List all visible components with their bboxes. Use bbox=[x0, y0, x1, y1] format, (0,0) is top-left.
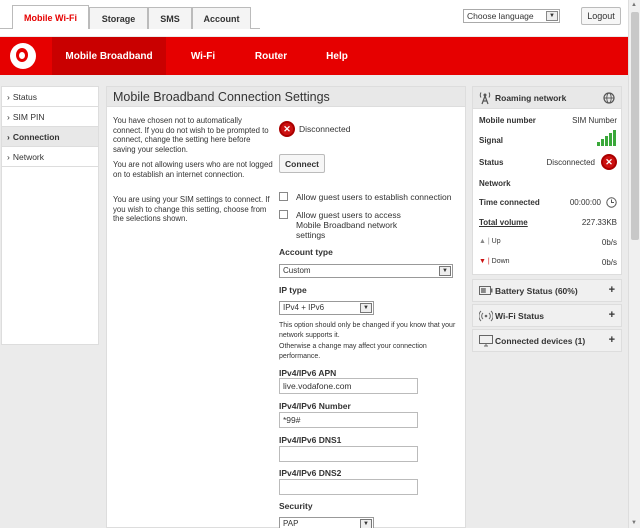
language-select-value: Choose language bbox=[467, 11, 534, 21]
wifi-status-label: Wi-Fi Status bbox=[495, 311, 545, 321]
chevron-down-icon: ▼ bbox=[360, 303, 372, 313]
left-menu bbox=[1, 86, 99, 345]
scroll-thumb[interactable] bbox=[631, 12, 639, 240]
scroll-down-icon[interactable]: ▼ bbox=[631, 520, 637, 526]
dns1-label: IPv4/IPv6 DNS1 bbox=[279, 435, 342, 445]
antenna-icon bbox=[478, 91, 492, 105]
upload-row bbox=[479, 238, 617, 245]
nav-router[interactable]: Router bbox=[254, 50, 288, 62]
network-label: Network bbox=[479, 179, 511, 188]
wifi-status-item[interactable] bbox=[472, 304, 622, 327]
status-label: Status bbox=[479, 158, 504, 167]
down-arrow-icon: ▼ | bbox=[479, 258, 492, 265]
up-arrow-icon: ▲ | bbox=[479, 238, 492, 245]
dns1-field[interactable] bbox=[279, 446, 418, 462]
menu-label: SIM PIN bbox=[12, 112, 45, 122]
chevron-right-icon: › bbox=[7, 92, 10, 102]
battery-icon bbox=[479, 286, 493, 295]
vodafone-logo-icon bbox=[10, 43, 36, 69]
guest-access-label: Allow guest users to access Mobile Broadband network settings bbox=[296, 210, 401, 240]
chevron-down-icon: ▼ bbox=[360, 519, 372, 528]
tab-storage[interactable]: Storage bbox=[89, 7, 148, 29]
chevron-down-icon: ▼ bbox=[439, 266, 451, 276]
security-label: Security bbox=[279, 501, 313, 511]
ip-note-1: This option should only be changed if you know that your network supports it. bbox=[279, 322, 456, 339]
disconnected-icon: ✕ bbox=[601, 154, 617, 170]
menu-item-network[interactable] bbox=[2, 147, 98, 167]
status-value: Disconnected bbox=[546, 158, 595, 167]
tab-sms[interactable]: SMS bbox=[148, 7, 192, 29]
dns2-field[interactable] bbox=[279, 479, 418, 495]
info-auto-connect: You have chosen not to automatically connect. If you do not wish to be prompted to connect, change the setting here before saving your selection. bbox=[113, 116, 269, 154]
nav-mobile-broadband[interactable]: Mobile Broadband bbox=[52, 37, 166, 75]
chevron-right-icon: › bbox=[7, 112, 10, 122]
security-select[interactable] bbox=[279, 517, 374, 528]
chevron-right-icon: › bbox=[7, 152, 10, 162]
time-row bbox=[479, 198, 617, 207]
account-type-label: Account type bbox=[279, 247, 333, 257]
battery-status-label: Battery Status (60%) bbox=[495, 286, 578, 296]
clock-icon bbox=[606, 197, 617, 208]
ip-note-2: Otherwise a change may affect your connection performance. bbox=[279, 343, 427, 360]
guest-access-checkbox[interactable] bbox=[279, 210, 288, 219]
signal-bars-icon bbox=[597, 130, 617, 146]
menu-item-connection[interactable] bbox=[2, 127, 98, 147]
info-guest-users: You are not allowing users who are not logged on to establish an internet connection. bbox=[113, 160, 273, 179]
menu-label: Status bbox=[12, 92, 37, 102]
connected-devices-item[interactable] bbox=[472, 329, 622, 352]
top-bar bbox=[0, 0, 628, 36]
chevron-down-icon: ▼ bbox=[546, 11, 558, 21]
expand-icon: + bbox=[608, 284, 615, 296]
ip-type-value: IPv4 + IPv6 bbox=[283, 303, 325, 312]
main-panel bbox=[106, 86, 466, 528]
globe-icon[interactable] bbox=[603, 92, 615, 104]
ip-type-label: IP type bbox=[279, 285, 307, 295]
nav-wifi[interactable]: Wi-Fi bbox=[190, 50, 216, 62]
menu-item-status[interactable] bbox=[2, 87, 98, 107]
mobile-number-value: SIM Number bbox=[572, 116, 617, 125]
main-nav bbox=[0, 37, 628, 75]
account-type-select[interactable] bbox=[279, 264, 453, 278]
time-value: 00:00:00 bbox=[569, 198, 601, 207]
mobile-number-label: Mobile number bbox=[479, 116, 536, 125]
mobile-number-row bbox=[479, 116, 617, 125]
signal-label: Signal bbox=[479, 136, 504, 145]
guest-connect-label: Allow guest users to establish connection bbox=[296, 192, 452, 202]
number-label: IPv4/IPv6 Number bbox=[279, 401, 351, 411]
dns2-label: IPv4/IPv6 DNS2 bbox=[279, 468, 342, 478]
network-row bbox=[479, 179, 617, 188]
disconnected-icon: ✕ bbox=[279, 121, 295, 137]
total-volume-row bbox=[479, 218, 617, 227]
roaming-header bbox=[473, 87, 621, 109]
apn-label: IPv4/IPv6 APN bbox=[279, 368, 337, 378]
up-value: 0b/s bbox=[601, 238, 617, 247]
language-select[interactable] bbox=[463, 9, 560, 23]
wifi-icon bbox=[479, 310, 493, 322]
expand-icon: + bbox=[608, 309, 615, 321]
page-scrollbar[interactable] bbox=[628, 0, 640, 528]
nav-help[interactable]: Help bbox=[326, 50, 348, 62]
roaming-title: Roaming network bbox=[495, 93, 567, 103]
download-row bbox=[479, 258, 617, 265]
guest-connect-checkbox[interactable] bbox=[279, 192, 288, 201]
status-row bbox=[479, 158, 617, 167]
ip-type-select[interactable] bbox=[279, 301, 374, 315]
info-sim-settings: You are using your SIM settings to connect. If you wish to change this setting, choose from the selections shown. bbox=[113, 195, 270, 223]
tab-mobile-wifi[interactable]: Mobile Wi-Fi bbox=[12, 5, 89, 29]
page-title: Mobile Broadband Connection Settings bbox=[107, 87, 465, 107]
connect-button[interactable]: Connect bbox=[279, 154, 325, 173]
total-volume-label[interactable]: Total volume bbox=[479, 218, 528, 227]
connected-devices-label: Connected devices (1) bbox=[495, 336, 586, 346]
time-label: Time connected bbox=[479, 198, 540, 207]
roaming-panel bbox=[472, 86, 622, 275]
scroll-up-icon[interactable]: ▲ bbox=[631, 2, 637, 8]
logout-button[interactable]: Logout bbox=[581, 7, 621, 25]
menu-label: Network bbox=[12, 152, 45, 162]
connection-status bbox=[279, 121, 351, 137]
account-type-value: Custom bbox=[283, 266, 311, 275]
signal-row bbox=[479, 136, 617, 145]
total-volume-value: 227.33KB bbox=[581, 218, 617, 227]
menu-label: Connection bbox=[12, 132, 60, 142]
menu-item-sim-pin[interactable] bbox=[2, 107, 98, 127]
down-label: Down bbox=[491, 258, 510, 265]
apn-field[interactable]: live.vodafone.com bbox=[279, 378, 418, 394]
down-value: 0b/s bbox=[601, 258, 617, 267]
number-field[interactable]: *99# bbox=[279, 412, 418, 428]
up-label: Up bbox=[491, 238, 501, 245]
chevron-right-icon: › bbox=[7, 132, 10, 142]
battery-status-item[interactable] bbox=[472, 279, 622, 302]
expand-icon: + bbox=[608, 334, 615, 346]
tab-account[interactable]: Account bbox=[192, 7, 251, 29]
monitor-icon bbox=[479, 335, 493, 347]
security-value: PAP bbox=[283, 519, 299, 528]
connection-status-text: Disconnected bbox=[299, 124, 351, 134]
